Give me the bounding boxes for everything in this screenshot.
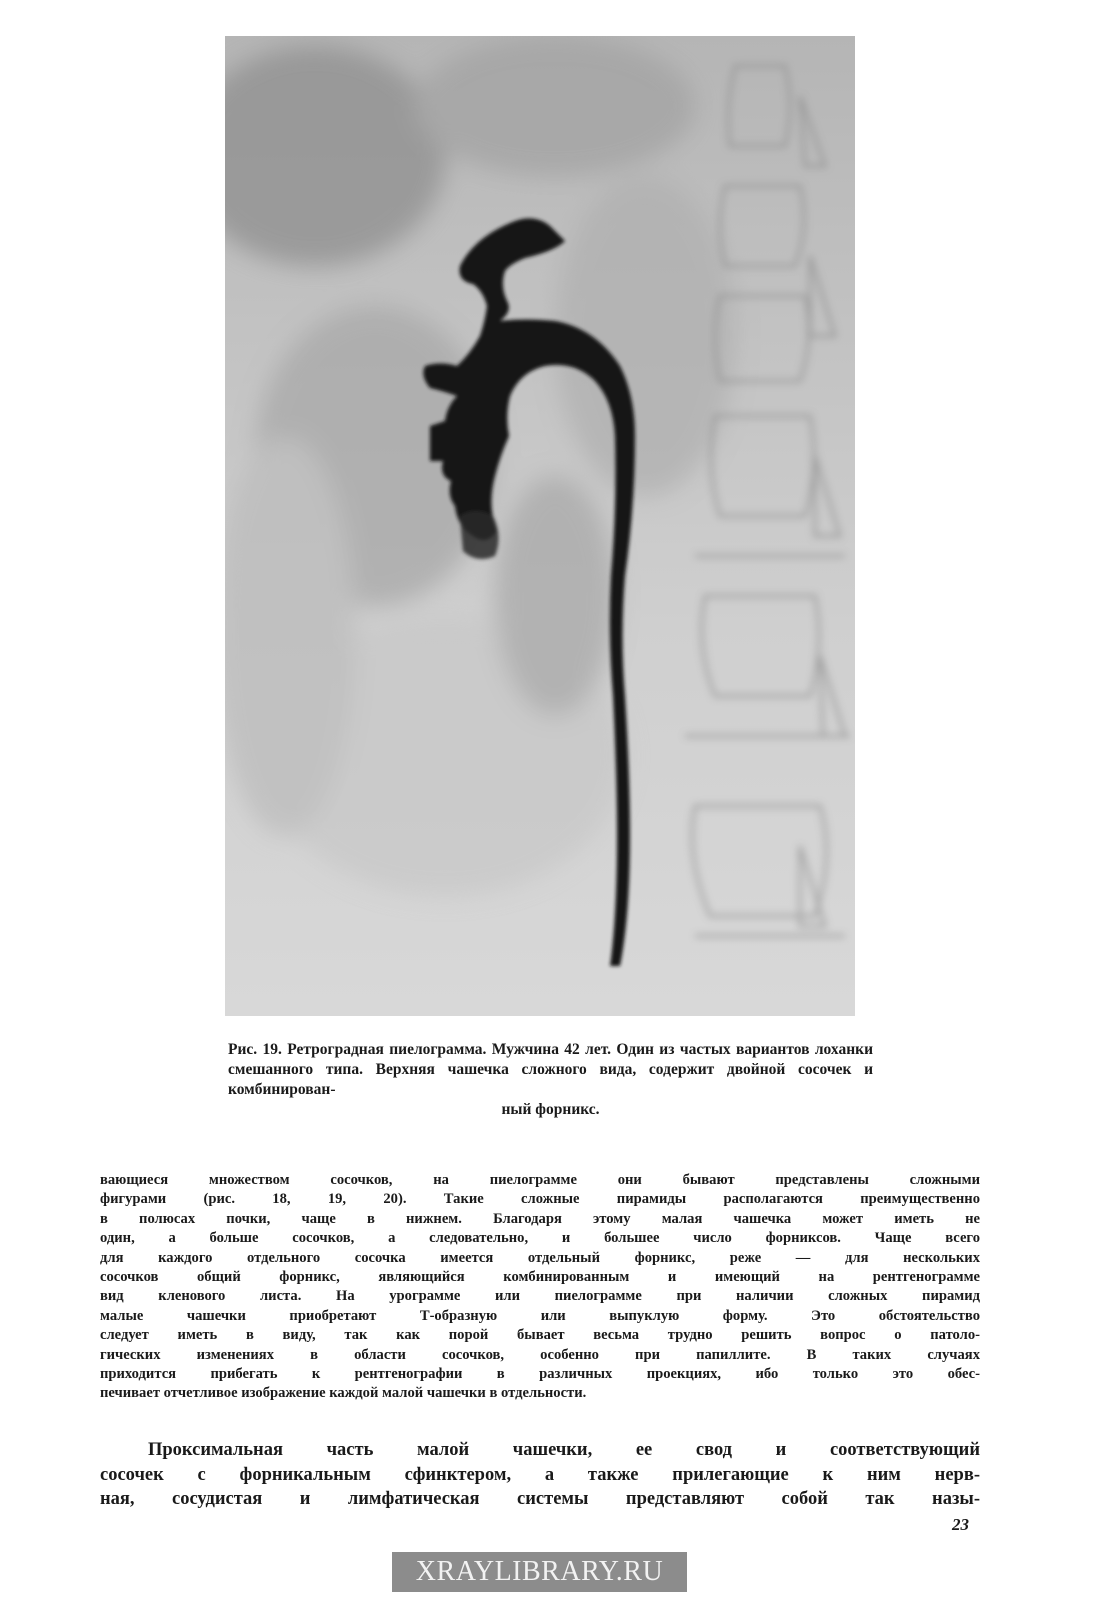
- body-paragraph-2: [100, 1438, 980, 1512]
- text-line: для каждого отдельного сосочка имеется отдельный форникс, реже — для нескольких: [100, 1249, 980, 1266]
- page-number: 23: [952, 1515, 969, 1534]
- text-line: ная, сосудистая и лимфатическая системы представляют собой так назы-: [100, 1489, 980, 1509]
- pyelogram-image: [225, 36, 855, 1016]
- pyelogram-figure: [225, 36, 855, 1016]
- figure-caption: [228, 1040, 873, 1120]
- text-line: гических изменениях в области сосочков, особенно при папиллите. В таких случаях: [100, 1346, 980, 1363]
- text-line: в полюсах почки, чаще в нижнем. Благодаря этому малая чашечка может иметь не: [100, 1210, 980, 1227]
- text-line: сосочков общий форникс, являющийся комбинированным и имеющий на рентгенограмме: [100, 1269, 980, 1286]
- text-line: фигурами (рис. 18, 19, 20). Такие сложные пирамиды располагаются преимущественно: [100, 1191, 980, 1208]
- text-line: сосочек с форникальным сфинктером, а также прилегающие к ним нерв-: [100, 1464, 980, 1485]
- text-line: малые чашечки приобретают Т-образную или выпуклую форму. Это обстоятельство: [100, 1307, 980, 1324]
- text-line: один, а больше сосочков, а следовательно, и большее число форниксов. Чаще всего: [100, 1230, 980, 1247]
- watermark-banner: XRAYLIBRARY.RU: [392, 1552, 687, 1592]
- caption-line: сложного вида, содержит двойной сосочек и комбинирован-: [228, 1061, 874, 1098]
- text-line: Проксимальная часть малой чашечки, ее свод и соответствующий: [148, 1440, 980, 1460]
- text-line: вающиеся множеством сосочков, на пиелограмме они бывают представлены сложными: [100, 1172, 980, 1188]
- text-line: печивает отчетливое изображение каждой малой чашечки в отдельности.: [100, 1385, 587, 1402]
- caption-line: частых вариантов лоханки смешанного типа. Верхняя чашечка: [228, 1041, 874, 1078]
- text-line: вид кленового листа. На урограмме или пиелограмме при наличии сложных пирамид: [100, 1288, 980, 1305]
- caption-line: Рис. 19. Ретроградная пиелограмма. Мужчина 42 лет. Один из: [228, 1041, 675, 1058]
- text-line: следует иметь в виду, так как порой бывает весьма трудно решить вопрос о патоло-: [100, 1327, 980, 1344]
- caption-line: ный форникс.: [501, 1101, 600, 1118]
- text-line: приходится прибегать к рентгенографии в различных проекциях, ибо только это обес-: [100, 1366, 980, 1383]
- body-paragraph-1: [100, 1171, 980, 1404]
